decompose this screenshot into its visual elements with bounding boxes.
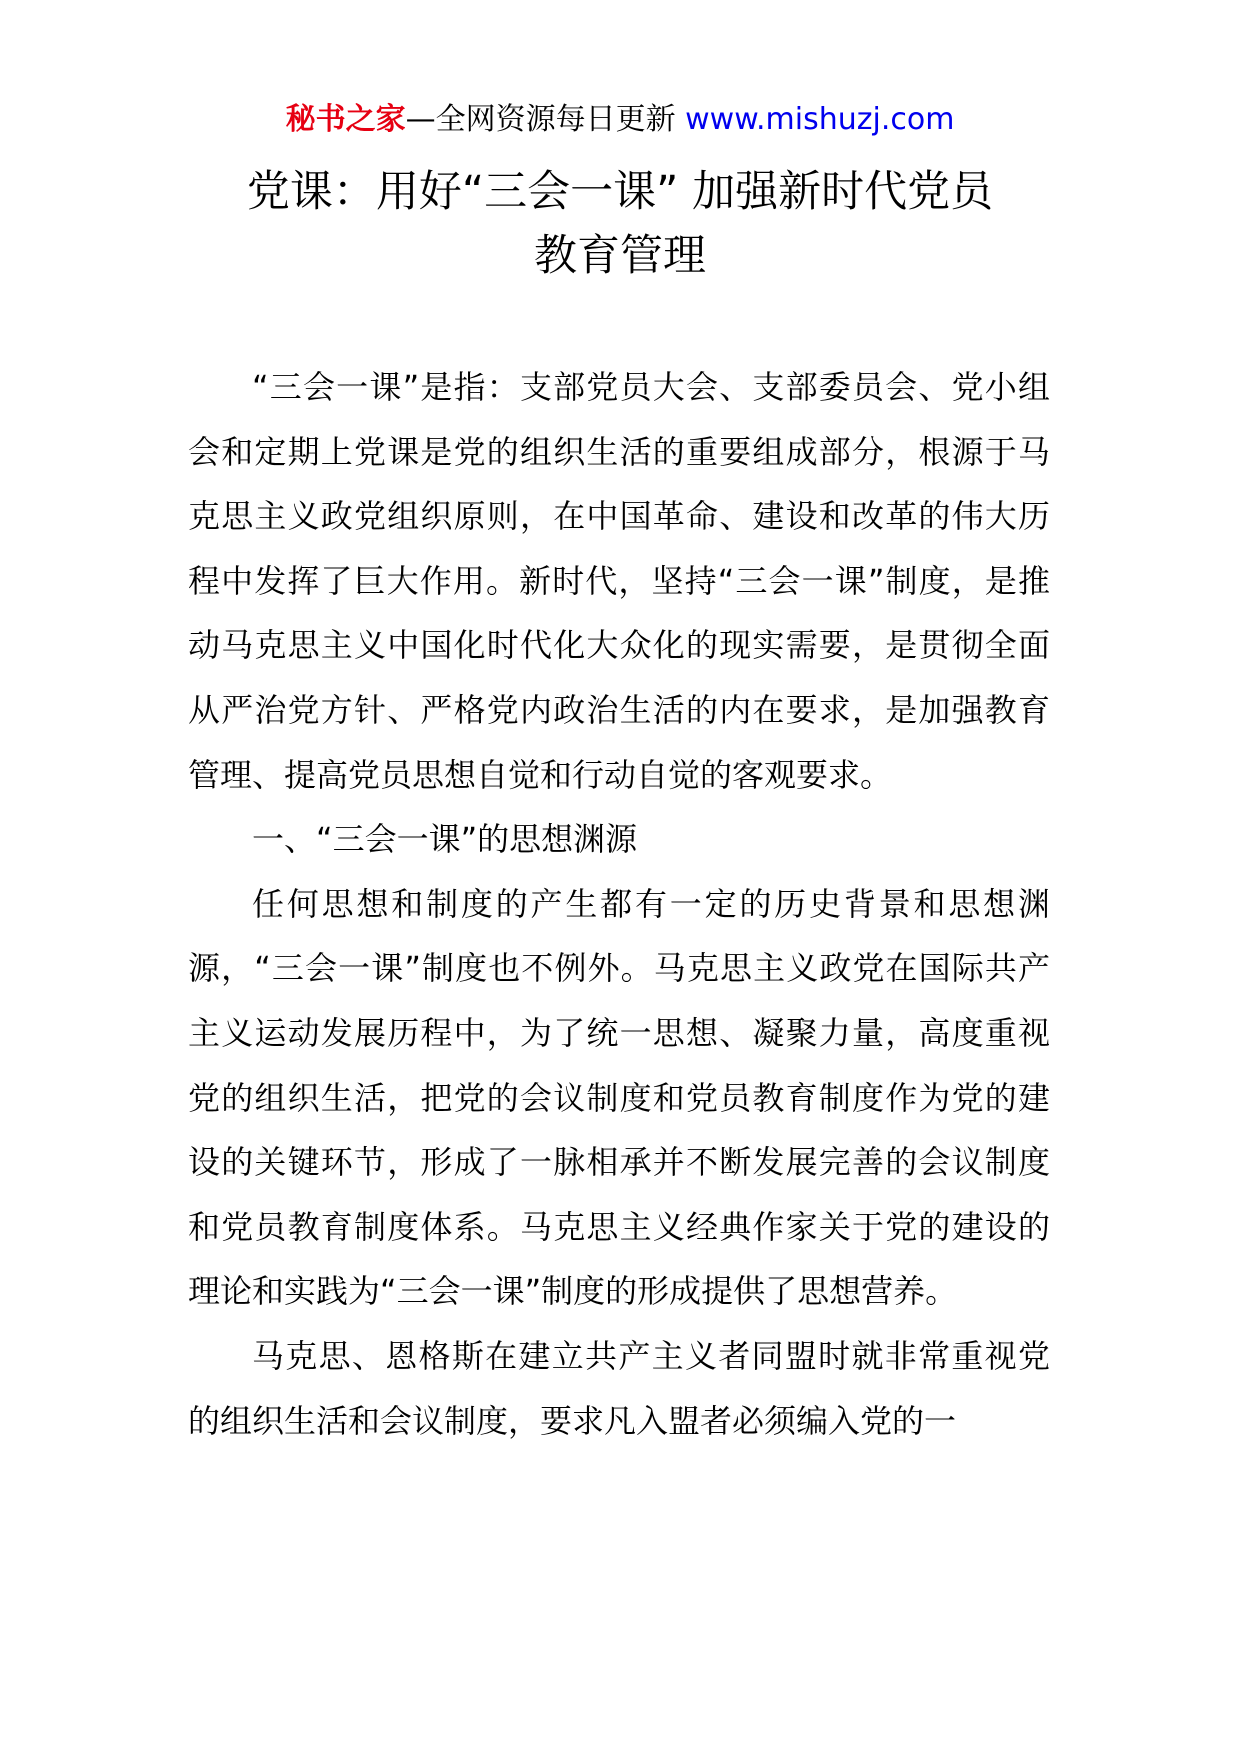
- section-heading: 一、“三会一课”的思想渊源: [252, 820, 638, 859]
- site-url-link[interactable]: www.mishuzj.com: [685, 102, 955, 137]
- body-paragraph: 马克思、恩格斯在建立共产主义者同盟时就非常重视党的组织生活和会议制度，要求凡入盟者必须编入党的一: [188, 1336, 1050, 1440]
- body-paragraph: 任何思想和制度的产生都有一定的历史背景和思想渊源，“三会一课”制度也不例外。马克思主义政党在国际共产主义运动发展历程中，为了统一思想、凝聚力量，高度重视党的组织生活，把党的会议制度和党员教育制度作为党的建设的关键环节，形成了一脉相承并不断发展完善的会议制度和党员教育制度体系。马克思主义经典作家关于党的建设的理论和实践为“三会一课”制度的形成提供了思想营养。: [188, 884, 1050, 1311]
- document-title-line-2: 教育管理: [534, 231, 706, 281]
- site-brand: 秘书之家: [285, 102, 406, 137]
- site-tagline: —全网资源每日更新: [405, 102, 676, 137]
- document-title: [0, 160, 1240, 288]
- document-title-line-1: 党课：用好“三会一课” 加强新时代党员: [246, 167, 994, 217]
- document-body: [188, 355, 1050, 1453]
- intro-paragraph: “三会一课”是指：支部党员大会、支部委员会、党小组会和定期上党课是党的组织生活的重要组成部分，根源于马克思主义政党组织原则，在中国革命、建设和改革的伟大历程中发挥了巨大作用。新时代，坚持“三会一课”制度，是推动马克思主义中国化时代化大众化的现实需要，是贯彻全面从严治党方针、严格党内政治生活的内在要求，是加强教育管理、提高党员思想自觉和行动自觉的客观要求。: [188, 368, 1050, 794]
- site-banner: [0, 100, 1240, 140]
